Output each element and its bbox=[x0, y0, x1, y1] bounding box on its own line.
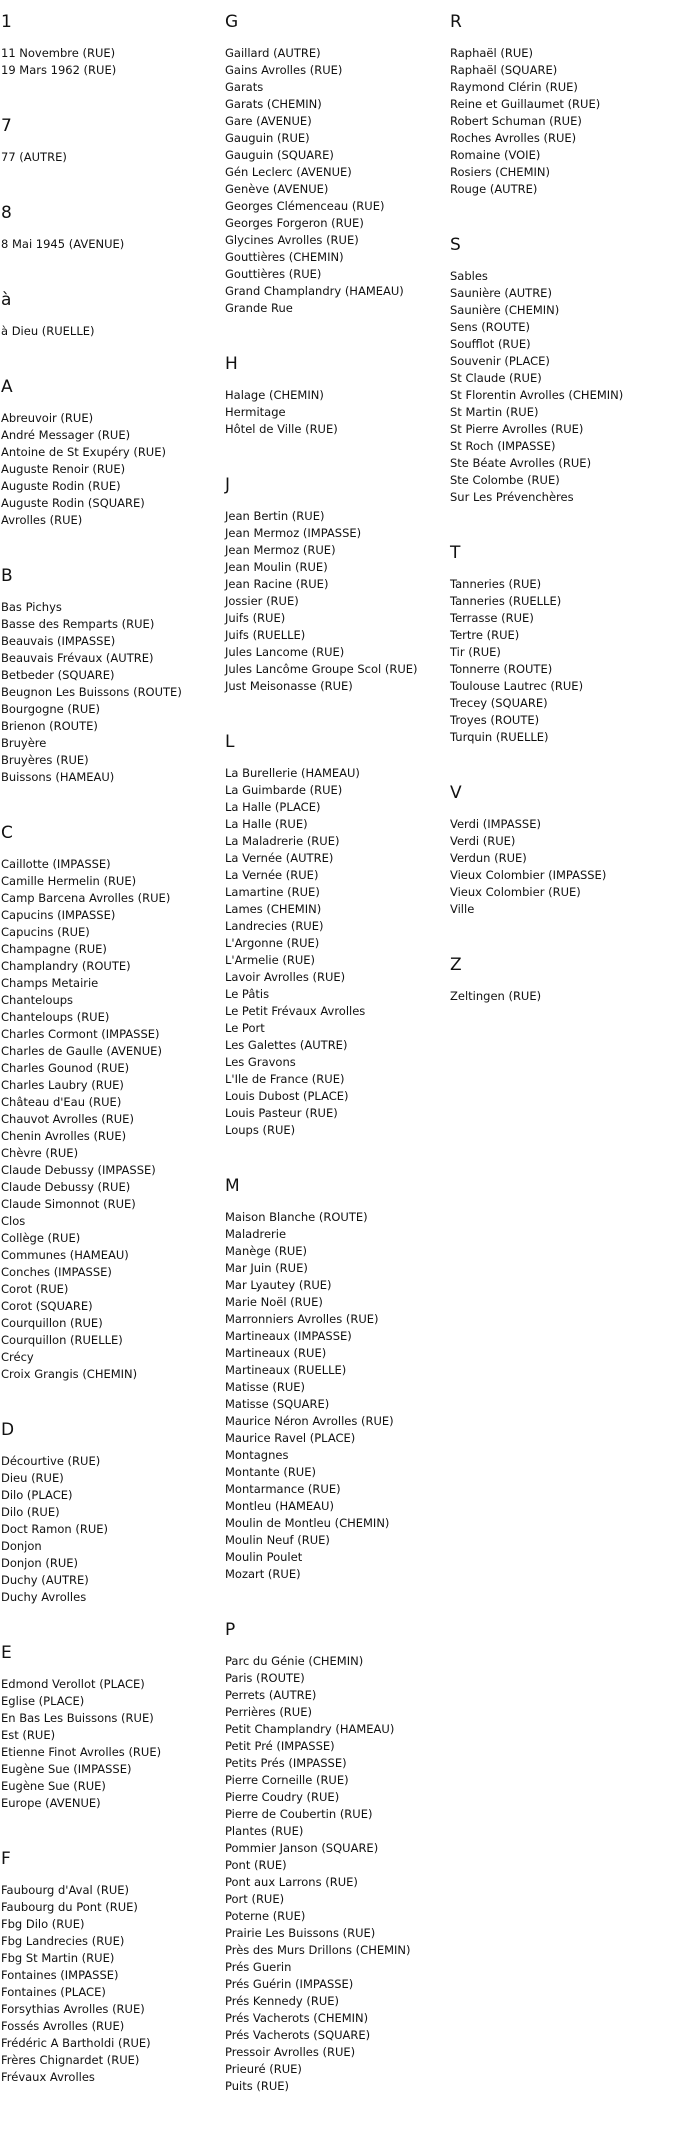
street-link[interactable]: André Messager (RUE) bbox=[1, 428, 131, 442]
letter-section bbox=[225, 1176, 450, 1583]
street-link[interactable]: Gauguin (RUE) bbox=[225, 131, 310, 145]
letter-section bbox=[1, 290, 225, 340]
street-link[interactable]: Donjon (RUE) bbox=[1, 1556, 79, 1570]
street-link[interactable]: Duchy (AUTRE) bbox=[1, 1573, 89, 1587]
street-link[interactable]: Europe (AVENUE) bbox=[1, 1796, 101, 1810]
letter-section bbox=[450, 235, 675, 506]
letter-heading: E bbox=[1, 1643, 12, 1663]
letter-heading: 8 bbox=[1, 203, 12, 223]
street-link[interactable]: Gén Leclerc (AVENUE) bbox=[225, 165, 352, 179]
street-link[interactable]: Perrières (RUE) bbox=[225, 1705, 312, 1719]
street-link[interactable]: Beugnon Les Buissons (ROUTE) bbox=[1, 685, 182, 699]
street-link[interactable]: St Pierre Avrolles (RUE) bbox=[450, 422, 584, 436]
street-link[interactable]: En Bas Les Buissons (RUE) bbox=[1, 1711, 154, 1725]
street-link[interactable]: Décourtive (RUE) bbox=[1, 1454, 101, 1468]
street-link[interactable]: Raymond Clérin (RUE) bbox=[450, 80, 578, 94]
street-link[interactable]: Prés Vacherots (CHEMIN) bbox=[225, 2011, 369, 2025]
street-link[interactable]: Clos bbox=[1, 1214, 26, 1228]
street-link[interactable]: Prés Vacherots (SQUARE) bbox=[225, 2028, 371, 2042]
letter-section bbox=[1, 203, 225, 253]
street-link[interactable]: Collège (RUE) bbox=[1, 1231, 81, 1245]
letter-heading: M bbox=[225, 1176, 240, 1196]
street-link[interactable]: Ste Béate Avrolles (RUE) bbox=[450, 456, 592, 470]
street-link[interactable]: Moulin de Montleu (CHEMIN) bbox=[225, 1516, 390, 1530]
street-link[interactable]: Montleu (HAMEAU) bbox=[225, 1499, 334, 1513]
street-link[interactable]: Forsythias Avrolles (RUE) bbox=[1, 2002, 145, 2016]
street-list bbox=[225, 1653, 450, 2095]
street-link[interactable]: Montarmance (RUE) bbox=[225, 1482, 341, 1496]
street-link[interactable]: Jean Mermoz (IMPASSE) bbox=[225, 526, 362, 540]
street-link[interactable]: Jossier (RUE) bbox=[225, 594, 299, 608]
street-link[interactable]: Genève (AVENUE) bbox=[225, 182, 329, 196]
street-link[interactable]: Faubourg d'Aval (RUE) bbox=[1, 1883, 130, 1897]
street-link[interactable]: Garats bbox=[225, 80, 264, 94]
street-link[interactable]: L'Argonne (RUE) bbox=[225, 936, 320, 950]
street-link[interactable]: Croix Grangis (CHEMIN) bbox=[1, 1367, 138, 1381]
street-list bbox=[1, 1676, 225, 1812]
street-link[interactable]: St Florentin Avrolles (CHEMIN) bbox=[450, 388, 624, 402]
street-link[interactable]: Frédéric A Bartholdi (RUE) bbox=[1, 2036, 151, 2050]
street-link[interactable]: Lavoir Avrolles (RUE) bbox=[225, 970, 346, 984]
street-link[interactable]: Donjon bbox=[1, 1539, 42, 1553]
street-link[interactable]: Matisse (SQUARE) bbox=[225, 1397, 330, 1411]
street-link[interactable]: Dilo (RUE) bbox=[1, 1505, 60, 1519]
street-link[interactable]: Charles Gounod (RUE) bbox=[1, 1061, 130, 1075]
street-link[interactable]: Chauvot Avrolles (RUE) bbox=[1, 1112, 134, 1126]
street-link[interactable]: Doct Ramon (RUE) bbox=[1, 1522, 108, 1536]
street-link[interactable]: Bas Pichys bbox=[1, 600, 62, 614]
street-link[interactable]: Jules Lancôme Groupe Scol (RUE) bbox=[225, 662, 418, 676]
street-link[interactable]: Martineaux (RUE) bbox=[225, 1346, 327, 1360]
street-link[interactable]: Courquillon (RUELLE) bbox=[1, 1333, 123, 1347]
street-link[interactable]: Jean Moulin (RUE) bbox=[225, 560, 328, 574]
street-link[interactable]: Marronniers Avrolles (RUE) bbox=[225, 1312, 379, 1326]
street-link[interactable]: 19 Mars 1962 (RUE) bbox=[1, 63, 117, 77]
street-link[interactable]: Maison Blanche (ROUTE) bbox=[225, 1210, 368, 1224]
letter-heading: R bbox=[450, 12, 462, 32]
street-link[interactable]: Ste Colombe (RUE) bbox=[450, 473, 560, 487]
letter-section bbox=[450, 543, 675, 746]
street-list bbox=[1, 410, 225, 529]
street-link[interactable]: Tir (RUE) bbox=[450, 645, 501, 659]
street-link[interactable]: Le Pâtis bbox=[225, 987, 270, 1001]
street-link[interactable]: Prés Guérin (IMPASSE) bbox=[225, 1977, 354, 1991]
street-list bbox=[1, 599, 225, 786]
street-list bbox=[225, 45, 450, 317]
letter-section bbox=[1, 116, 225, 166]
street-link[interactable]: Pierre Coudry (RUE) bbox=[225, 1790, 340, 1804]
street-link[interactable]: Conches (IMPASSE) bbox=[1, 1265, 112, 1279]
street-link[interactable]: Beauvais (IMPASSE) bbox=[1, 634, 116, 648]
street-list bbox=[450, 988, 675, 1005]
street-link[interactable]: Beauvais Frévaux (AUTRE) bbox=[1, 651, 154, 665]
street-link[interactable]: St Martin (RUE) bbox=[450, 405, 539, 419]
street-link[interactable]: Toulouse Lautrec (RUE) bbox=[450, 679, 584, 693]
letter-heading: Z bbox=[450, 955, 462, 975]
street-link[interactable]: Jules Lancome (RUE) bbox=[225, 645, 345, 659]
street-link[interactable]: Martineaux (RUELLE) bbox=[225, 1363, 347, 1377]
street-link[interactable]: Chanteloups bbox=[1, 993, 74, 1007]
street-link[interactable]: Juifs (RUELLE) bbox=[225, 628, 306, 642]
street-link[interactable]: Georges Forgeron (RUE) bbox=[225, 216, 364, 230]
street-link[interactable]: Champs Metairie bbox=[1, 976, 99, 990]
street-list bbox=[1, 236, 225, 253]
street-link[interactable]: Fbg St Martin (RUE) bbox=[1, 1951, 115, 1965]
street-link[interactable]: Mar Juin (RUE) bbox=[225, 1261, 308, 1275]
street-link[interactable]: Brienon (ROUTE) bbox=[1, 719, 98, 733]
street-link[interactable]: Duchy Avrolles bbox=[1, 1590, 87, 1604]
street-link[interactable]: Gouttières (CHEMIN) bbox=[225, 250, 344, 264]
street-link[interactable]: Pierre de Coubertin (RUE) bbox=[225, 1807, 373, 1821]
street-link[interactable]: Petit Champlandry (HAMEAU) bbox=[225, 1722, 395, 1736]
street-link[interactable]: Sens (ROUTE) bbox=[450, 320, 531, 334]
street-link[interactable]: Sur Les Prévenchères bbox=[450, 490, 574, 504]
letter-section bbox=[225, 732, 450, 1139]
street-link[interactable]: L'Armelie (RUE) bbox=[225, 953, 316, 967]
street-link[interactable]: Rosiers (CHEMIN) bbox=[450, 165, 550, 179]
street-link[interactable]: Zeltingen (RUE) bbox=[450, 989, 542, 1003]
street-link[interactable]: Puits (RUE) bbox=[225, 2079, 290, 2093]
street-link[interactable]: Verdun (RUE) bbox=[450, 851, 527, 865]
street-link[interactable]: Vieux Colombier (IMPASSE) bbox=[450, 868, 607, 882]
street-link[interactable]: Dieu (RUE) bbox=[1, 1471, 64, 1485]
letter-heading: H bbox=[225, 354, 238, 374]
letter-section bbox=[1, 566, 225, 786]
street-list bbox=[450, 268, 675, 506]
street-link[interactable]: Prairie Les Buissons (RUE) bbox=[225, 1926, 376, 1940]
street-link[interactable]: Moulin Neuf (RUE) bbox=[225, 1533, 330, 1547]
street-link[interactable]: Manège (RUE) bbox=[225, 1244, 308, 1258]
street-link[interactable]: Fontaines (PLACE) bbox=[1, 1985, 106, 1999]
street-link[interactable]: Pressoir Avrolles (RUE) bbox=[225, 2045, 356, 2059]
street-link[interactable]: Claude Debussy (IMPASSE) bbox=[1, 1163, 156, 1177]
street-link[interactable]: Just Meisonasse (RUE) bbox=[225, 679, 353, 693]
street-link[interactable]: Rouge (AUTRE) bbox=[450, 182, 538, 196]
street-link[interactable]: Roches Avrolles (RUE) bbox=[450, 131, 577, 145]
street-link[interactable]: Antoine de St Exupéry (RUE) bbox=[1, 445, 166, 459]
street-link[interactable]: Corot (SQUARE) bbox=[1, 1299, 93, 1313]
letter-section bbox=[1, 12, 225, 79]
street-link[interactable]: Raphaël (RUE) bbox=[450, 46, 533, 60]
street-link[interactable]: Prés Kennedy (RUE) bbox=[225, 1994, 340, 2008]
street-link[interactable]: Eugène Sue (IMPASSE) bbox=[1, 1762, 132, 1776]
letter-section bbox=[1, 1420, 225, 1606]
letter-heading: B bbox=[1, 566, 13, 586]
street-link[interactable]: Matisse (RUE) bbox=[225, 1380, 306, 1394]
street-link[interactable]: Pont aux Larrons (RUE) bbox=[225, 1875, 358, 1889]
street-link[interactable]: Gare (AVENUE) bbox=[225, 114, 312, 128]
street-link[interactable]: Basse des Remparts (RUE) bbox=[1, 617, 155, 631]
street-link[interactable]: Raphaël (SQUARE) bbox=[450, 63, 558, 77]
street-link[interactable]: Souvenir (PLACE) bbox=[450, 354, 550, 368]
column-1 bbox=[0, 0, 225, 2123]
letter-heading: D bbox=[1, 1420, 15, 1440]
letter-heading: L bbox=[225, 732, 235, 752]
street-link[interactable]: Avrolles (RUE) bbox=[1, 513, 83, 527]
street-link[interactable]: Saunière (CHEMIN) bbox=[450, 303, 560, 317]
street-link[interactable]: Près des Murs Drillons (CHEMIN) bbox=[225, 1943, 411, 1957]
street-link[interactable]: Pommier Janson (SQUARE) bbox=[225, 1841, 379, 1855]
street-link[interactable]: Eglise (PLACE) bbox=[1, 1694, 85, 1708]
street-link[interactable]: Maurice Néron Avrolles (RUE) bbox=[225, 1414, 394, 1428]
street-link[interactable]: St Roch (IMPASSE) bbox=[450, 439, 556, 453]
street-link[interactable]: Claude Simonnot (RUE) bbox=[1, 1197, 136, 1211]
street-link[interactable]: Capucins (RUE) bbox=[1, 925, 90, 939]
letter-section bbox=[450, 955, 675, 1005]
letter-heading: J bbox=[225, 475, 231, 495]
street-link[interactable]: Hôtel de Ville (RUE) bbox=[225, 422, 338, 436]
street-link[interactable]: Tertre (RUE) bbox=[450, 628, 520, 642]
letter-section bbox=[450, 12, 675, 198]
street-link[interactable]: Buissons (HAMEAU) bbox=[1, 770, 115, 784]
street-link[interactable]: Pierre Corneille (RUE) bbox=[225, 1773, 349, 1787]
street-link[interactable]: Communes (HAMEAU) bbox=[1, 1248, 129, 1262]
street-list bbox=[450, 45, 675, 198]
street-link[interactable]: Charles Laubry (RUE) bbox=[1, 1078, 124, 1092]
street-link[interactable]: Crécy bbox=[1, 1350, 34, 1364]
street-link[interactable]: La Vernée (AUTRE) bbox=[225, 851, 334, 865]
street-link[interactable]: Turquin (RUELLE) bbox=[450, 730, 549, 744]
letter-heading: G bbox=[225, 12, 239, 32]
street-link[interactable]: Etienne Finot Avrolles (RUE) bbox=[1, 1745, 162, 1759]
street-link[interactable]: Gauguin (SQUARE) bbox=[225, 148, 334, 162]
letter-heading: 7 bbox=[1, 116, 12, 136]
street-link[interactable]: Paris (ROUTE) bbox=[225, 1671, 305, 1685]
street-link[interactable]: Claude Debussy (RUE) bbox=[1, 1180, 131, 1194]
street-link[interactable]: Vieux Colombier (RUE) bbox=[450, 885, 581, 899]
street-list bbox=[225, 387, 450, 438]
street-link[interactable]: La Vernée (RUE) bbox=[225, 868, 319, 882]
street-link[interactable]: Maladrerie bbox=[225, 1227, 287, 1241]
street-link[interactable]: Abreuvoir (RUE) bbox=[1, 411, 94, 425]
street-link[interactable]: Prieuré (RUE) bbox=[225, 2062, 302, 2076]
street-link[interactable]: Georges Clémenceau (RUE) bbox=[225, 199, 385, 213]
letter-heading: A bbox=[1, 377, 13, 397]
street-list bbox=[450, 576, 675, 746]
street-link[interactable]: Saunière (AUTRE) bbox=[450, 286, 552, 300]
letter-section bbox=[225, 475, 450, 695]
street-link[interactable]: Maurice Ravel (PLACE) bbox=[225, 1431, 356, 1445]
street-link[interactable]: Fossés Avrolles (RUE) bbox=[1, 2019, 125, 2033]
street-link[interactable]: La Guimbarde (RUE) bbox=[225, 783, 343, 797]
letter-section bbox=[225, 1620, 450, 2095]
street-link[interactable]: L'Ile de France (RUE) bbox=[225, 1072, 345, 1086]
street-list bbox=[1, 856, 225, 1383]
street-link[interactable]: Glycines Avrolles (RUE) bbox=[225, 233, 359, 247]
street-link[interactable]: Terrasse (RUE) bbox=[450, 611, 534, 625]
street-link[interactable]: La Burellerie (HAMEAU) bbox=[225, 766, 360, 780]
street-link[interactable]: Fontaines (IMPASSE) bbox=[1, 1968, 119, 1982]
street-link[interactable]: Montagnes bbox=[225, 1448, 289, 1462]
column-3 bbox=[450, 0, 675, 1042]
letter-heading: 1 bbox=[1, 12, 12, 32]
street-link[interactable]: Gains Avrolles (RUE) bbox=[225, 63, 343, 77]
letter-heading: C bbox=[1, 823, 13, 843]
letter-heading: V bbox=[450, 783, 462, 803]
street-link[interactable]: Verdi (RUE) bbox=[450, 834, 516, 848]
street-link[interactable]: Chenin Avrolles (RUE) bbox=[1, 1129, 127, 1143]
street-list bbox=[225, 765, 450, 1139]
street-link[interactable]: La Halle (PLACE) bbox=[225, 800, 321, 814]
street-link[interactable]: Lamartine (RUE) bbox=[225, 885, 320, 899]
street-link[interactable]: Auguste Renoir (RUE) bbox=[1, 462, 126, 476]
street-link[interactable]: Poterne (RUE) bbox=[225, 1909, 306, 1923]
letter-heading: à bbox=[1, 290, 12, 310]
street-link[interactable]: Dilo (PLACE) bbox=[1, 1488, 73, 1502]
street-link[interactable]: Robert Schuman (RUE) bbox=[450, 114, 582, 128]
street-link[interactable]: Edmond Verollot (PLACE) bbox=[1, 1677, 145, 1691]
street-link[interactable]: Soufflot (RUE) bbox=[450, 337, 531, 351]
street-link[interactable]: Charles de Gaulle (AVENUE) bbox=[1, 1044, 162, 1058]
letter-heading: P bbox=[225, 1620, 236, 1640]
street-link[interactable]: Corot (RUE) bbox=[1, 1282, 69, 1296]
street-link[interactable]: 11 Novembre (RUE) bbox=[1, 46, 116, 60]
street-link[interactable]: Capucins (IMPASSE) bbox=[1, 908, 116, 922]
street-link[interactable]: Petit Pré (IMPASSE) bbox=[225, 1739, 335, 1753]
street-link[interactable]: Bruyères (RUE) bbox=[1, 753, 89, 767]
street-link[interactable]: Lames (CHEMIN) bbox=[225, 902, 322, 916]
street-link[interactable]: Grand Champlandry (HAMEAU) bbox=[225, 284, 404, 298]
letter-section bbox=[225, 354, 450, 438]
street-link[interactable]: Frévaux Avrolles bbox=[1, 2070, 95, 2084]
street-link[interactable]: Halage (CHEMIN) bbox=[225, 388, 324, 402]
street-link[interactable]: Juifs (RUE) bbox=[225, 611, 286, 625]
street-link[interactable]: Mozart (RUE) bbox=[225, 1567, 301, 1581]
street-link[interactable]: Champagne (RUE) bbox=[1, 942, 107, 956]
street-link[interactable]: Chèvre (RUE) bbox=[1, 1146, 79, 1160]
letter-section bbox=[1, 377, 225, 529]
street-link[interactable]: Est (RUE) bbox=[1, 1728, 56, 1742]
street-link[interactable]: Plantes (RUE) bbox=[225, 1824, 304, 1838]
street-link[interactable]: Les Galettes (AUTRE) bbox=[225, 1038, 348, 1052]
street-link[interactable]: Bourgogne (RUE) bbox=[1, 702, 101, 716]
street-link[interactable]: Caillotte (IMPASSE) bbox=[1, 857, 111, 871]
street-link[interactable]: Landrecies (RUE) bbox=[225, 919, 324, 933]
letter-section bbox=[1, 1849, 225, 2086]
street-link[interactable]: Moulin Poulet bbox=[225, 1550, 303, 1564]
street-link[interactable]: Bruyère bbox=[1, 736, 47, 750]
street-link[interactable]: Ville bbox=[450, 902, 475, 916]
street-link[interactable]: Romaine (VOIE) bbox=[450, 148, 541, 162]
street-link[interactable]: Jean Racine (RUE) bbox=[225, 577, 329, 591]
street-link[interactable]: Montante (RUE) bbox=[225, 1465, 316, 1479]
street-link[interactable]: Charles Cormont (IMPASSE) bbox=[1, 1027, 160, 1041]
street-link[interactable]: 8 Mai 1945 (AVENUE) bbox=[1, 237, 125, 251]
street-list bbox=[225, 508, 450, 695]
street-list bbox=[1, 1453, 225, 1606]
street-link[interactable]: Frères Chignardet (RUE) bbox=[1, 2053, 140, 2067]
street-link[interactable]: Jean Mermoz (RUE) bbox=[225, 543, 336, 557]
street-link[interactable]: St Claude (RUE) bbox=[450, 371, 542, 385]
street-link[interactable]: La Maladrerie (RUE) bbox=[225, 834, 340, 848]
street-link[interactable]: Tanneries (RUELLE) bbox=[450, 594, 562, 608]
street-link[interactable]: Petits Prés (IMPASSE) bbox=[225, 1756, 347, 1770]
street-link[interactable]: Gaillard (AUTRE) bbox=[225, 46, 321, 60]
street-link[interactable]: Garats (CHEMIN) bbox=[225, 97, 322, 111]
street-link[interactable]: Trecey (SQUARE) bbox=[450, 696, 548, 710]
street-link[interactable]: 77 (AUTRE) bbox=[1, 150, 67, 164]
street-link[interactable]: Martineaux (IMPASSE) bbox=[225, 1329, 352, 1343]
street-link[interactable]: Betbeder (SQUARE) bbox=[1, 668, 115, 682]
letter-section bbox=[1, 823, 225, 1383]
letter-heading: T bbox=[450, 543, 461, 563]
column-2 bbox=[225, 0, 450, 2132]
street-link[interactable]: Reine et Guillaumet (RUE) bbox=[450, 97, 601, 111]
letter-heading: F bbox=[1, 1849, 11, 1869]
street-link[interactable]: Le Petit Frévaux Avrolles bbox=[225, 1004, 366, 1018]
street-link[interactable]: Fbg Dilo (RUE) bbox=[1, 1917, 85, 1931]
street-link[interactable]: Les Gravons bbox=[225, 1055, 296, 1069]
street-link[interactable]: Prés Guerin bbox=[225, 1960, 292, 1974]
street-link[interactable]: Faubourg du Pont (RUE) bbox=[1, 1900, 138, 1914]
letter-section bbox=[1, 1643, 225, 1812]
street-link[interactable]: Auguste Rodin (SQUARE) bbox=[1, 496, 145, 510]
street-link[interactable]: Courquillon (RUE) bbox=[1, 1316, 103, 1330]
letter-section bbox=[450, 783, 675, 918]
street-link[interactable]: Perrets (AUTRE) bbox=[225, 1688, 317, 1702]
street-link[interactable]: Fbg Landrecies (RUE) bbox=[1, 1934, 125, 1948]
street-list bbox=[450, 816, 675, 918]
street-link[interactable]: La Halle (RUE) bbox=[225, 817, 308, 831]
street-link[interactable]: Tanneries (RUE) bbox=[450, 577, 542, 591]
letter-heading: S bbox=[450, 235, 461, 255]
street-link[interactable]: Le Port bbox=[225, 1021, 265, 1035]
street-link[interactable]: Pont (RUE) bbox=[225, 1858, 287, 1872]
street-link[interactable]: Mar Lyautey (RUE) bbox=[225, 1278, 332, 1292]
street-list bbox=[1, 1882, 225, 2086]
street-link[interactable]: Grande Rue bbox=[225, 301, 293, 315]
street-link[interactable]: Sables bbox=[450, 269, 488, 283]
street-link[interactable]: Camille Hermelin (RUE) bbox=[1, 874, 137, 888]
street-link[interactable]: Louis Dubost (PLACE) bbox=[225, 1089, 349, 1103]
street-link[interactable]: Loups (RUE) bbox=[225, 1123, 296, 1137]
street-link[interactable]: Chanteloups (RUE) bbox=[1, 1010, 110, 1024]
street-link[interactable]: Tonnerre (ROUTE) bbox=[450, 662, 553, 676]
street-link[interactable]: Troyes (ROUTE) bbox=[450, 713, 540, 727]
street-link[interactable]: Port (RUE) bbox=[225, 1892, 285, 1906]
street-list bbox=[1, 45, 225, 79]
street-link[interactable]: Verdi (IMPASSE) bbox=[450, 817, 541, 831]
street-link[interactable]: Marie Noël (RUE) bbox=[225, 1295, 323, 1309]
street-link[interactable]: Gouttières (RUE) bbox=[225, 267, 322, 281]
street-link[interactable]: Hermitage bbox=[225, 405, 286, 419]
street-link[interactable]: Champlandry (ROUTE) bbox=[1, 959, 131, 973]
letter-section bbox=[225, 12, 450, 317]
street-link[interactable]: à Dieu (RUELLE) bbox=[1, 324, 95, 338]
street-link[interactable]: Camp Barcena Avrolles (RUE) bbox=[1, 891, 171, 905]
street-link[interactable]: Louis Pasteur (RUE) bbox=[225, 1106, 338, 1120]
street-list bbox=[1, 323, 225, 340]
street-link[interactable]: Parc du Génie (CHEMIN) bbox=[225, 1654, 364, 1668]
street-list bbox=[1, 149, 225, 166]
street-link[interactable]: Château d'Eau (RUE) bbox=[1, 1095, 122, 1109]
street-link[interactable]: Eugène Sue (RUE) bbox=[1, 1779, 106, 1793]
street-list bbox=[225, 1209, 450, 1583]
street-link[interactable]: Auguste Rodin (RUE) bbox=[1, 479, 121, 493]
street-link[interactable]: Jean Bertin (RUE) bbox=[225, 509, 325, 523]
